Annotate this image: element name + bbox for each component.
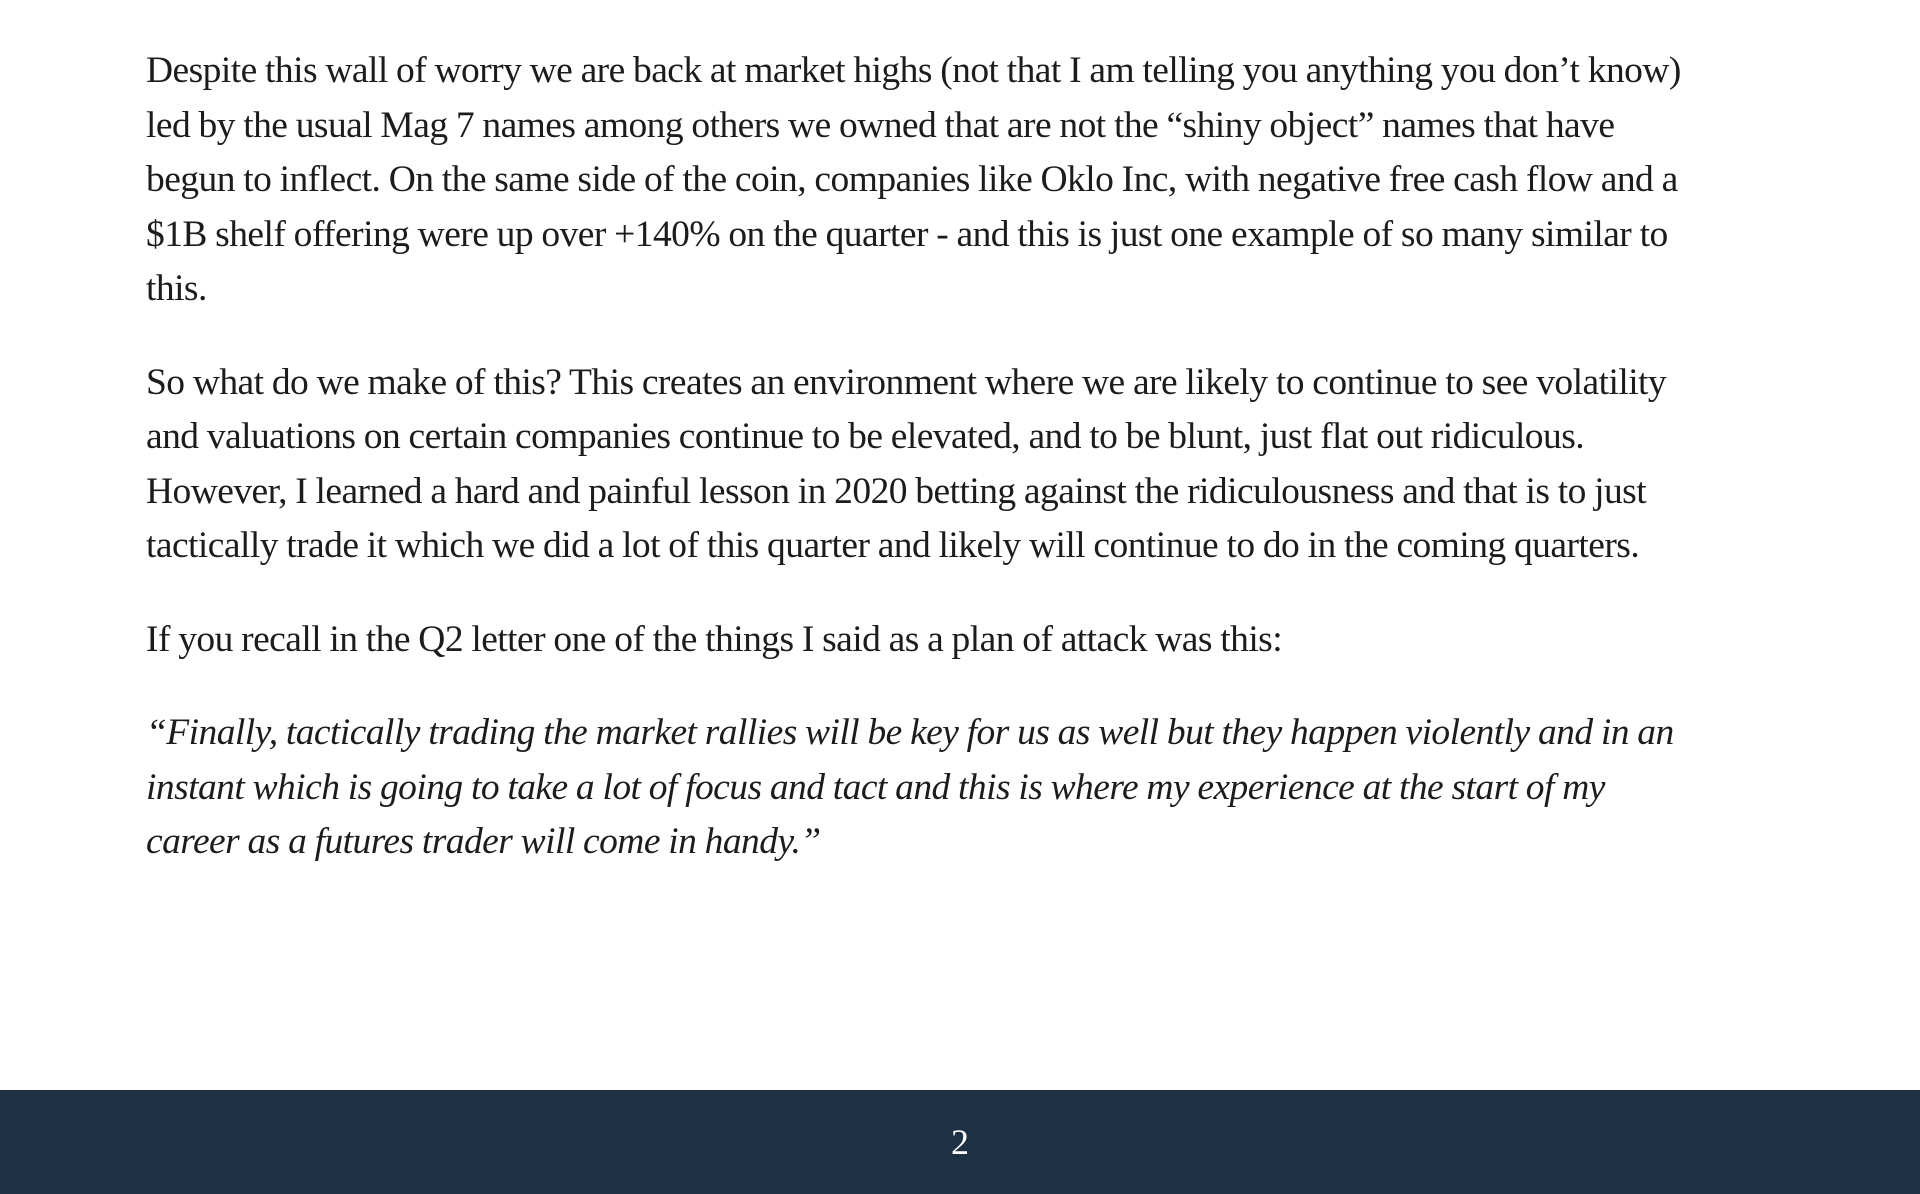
paragraph-q2-recall: If you recall in the Q2 letter one of the things I said as a plan of attack was this:	[146, 618, 1283, 660]
paragraph-market-highs: Despite this wall of worry we are back at market highs (not that I am telling you anything you don’t know) led by the usual Mag 7 names among others we owned that are not the “shiny object” names that have begun to inflect. On the same side of the coin, companies like Oklo Inc, with negative free cash flow and a $1B shelf offering were up over +140% on the quarter - and this is just one example of so many similar to this.	[146, 50, 1681, 309]
quote-block: “Finally, tactically trading the market rallies will be key for us as well but they happen violently and in an instant which is going to take a lot of focus and tact and this is where my experience at the start of my career as a futures trader will come in handy.”	[146, 712, 1674, 862]
paragraph-volatility: So what do we make of this? This creates an environment where we are likely to continue to see volatility and valuations on certain companies continue to be elevated, and to be blunt, just flat out ridiculous. However, I learned a hard and painful lesson in 2020 betting against the ridiculousness and that is to just tactically trade it which we did a lot of this quarter and likely will continue to do in the coming quarters.	[146, 361, 1667, 566]
page-footer	[0, 1090, 1920, 1194]
document-body	[146, 44, 1706, 909]
page-number: 2	[951, 1122, 969, 1162]
